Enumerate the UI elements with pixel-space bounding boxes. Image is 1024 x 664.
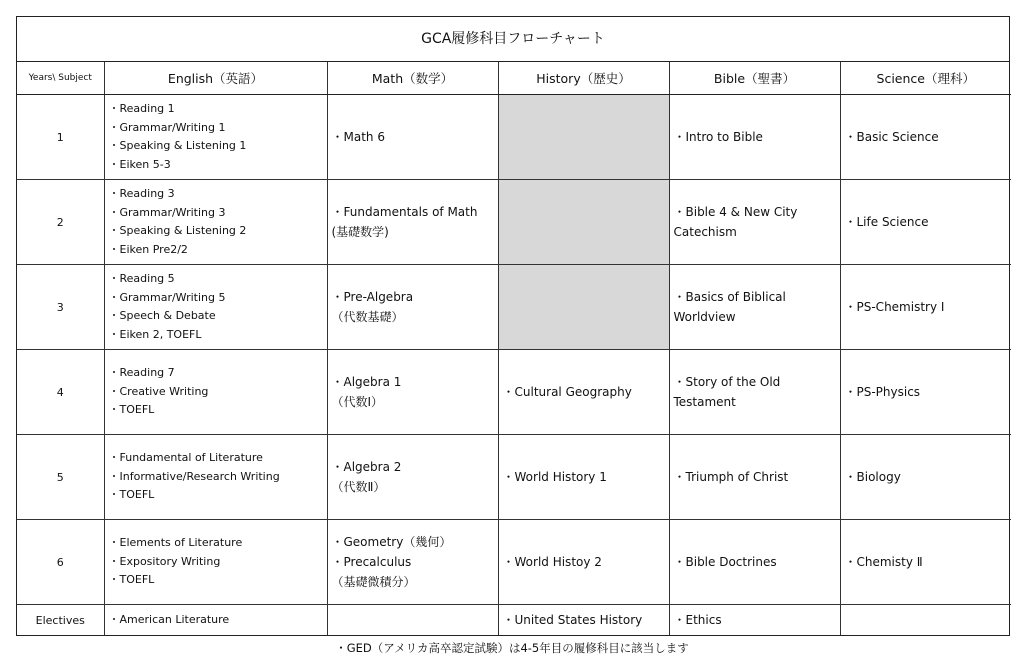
course-line: ・Speaking & Listening 2	[108, 224, 247, 237]
english-cell	[104, 435, 327, 520]
course-line: ・Algebra 2	[331, 460, 402, 474]
english-cell	[104, 95, 327, 180]
year-row	[17, 350, 1011, 435]
course-line: ・Precalculus	[331, 555, 412, 569]
course-line: Catechism	[673, 225, 737, 239]
english-elective-cell	[104, 605, 327, 636]
course-line: ・Eiken Pre2/2	[108, 242, 188, 256]
science-elective-cell	[840, 605, 1011, 636]
course-line: ・Cultural Geography	[502, 385, 632, 399]
science-cell	[840, 95, 1011, 180]
course-line: ・Reading 7	[108, 366, 175, 380]
math-cell	[327, 180, 498, 265]
science-cell	[840, 520, 1011, 605]
course-line: ・Grammar/Writing 5	[108, 290, 226, 304]
science-cell	[840, 180, 1011, 265]
english-cell	[104, 350, 327, 435]
electives-label: Electives	[17, 605, 104, 636]
year-row	[17, 95, 1011, 180]
header-history: History（歴史）	[498, 62, 669, 95]
history-cell	[498, 350, 669, 435]
course-line: ・Creative Writing	[108, 384, 209, 398]
course-line: ・Geometry（幾何）	[331, 535, 452, 549]
math-cell	[327, 435, 498, 520]
course-line: ・United States History	[502, 613, 643, 627]
course-line: ・Expository Writing	[108, 554, 221, 568]
course-line: ・Bible Doctrines	[673, 555, 777, 569]
course-line: （代数Ⅰ）	[331, 395, 384, 409]
course-line: ・Story of the Old	[673, 375, 781, 389]
bible-elective-cell	[669, 605, 840, 636]
history-cell	[498, 520, 669, 605]
history-cell	[498, 265, 669, 350]
english-cell	[104, 265, 327, 350]
science-cell	[840, 350, 1011, 435]
course-line: ・TOEFL	[108, 573, 155, 587]
course-line: ・World Histoy 2	[502, 555, 602, 569]
header-math: Math（数学）	[327, 62, 498, 95]
course-line: （代数基礎）	[331, 310, 404, 324]
course-line: ・Reading 5	[108, 272, 175, 285]
course-line: ・Biology	[844, 470, 901, 484]
course-flowchart	[16, 16, 1010, 636]
course-line: ・Speaking & Listening 1	[108, 139, 247, 152]
year-label: 6	[17, 520, 104, 605]
course-line: ・Basic Science	[844, 130, 939, 144]
course-line: （代数Ⅱ）	[331, 480, 386, 494]
course-line: ・American Literature	[108, 612, 230, 626]
course-line: ・Eiken 5-3	[108, 157, 171, 171]
year-label: 5	[17, 435, 104, 520]
course-line: Worldview	[673, 310, 736, 324]
course-line: ・Algebra 1	[331, 375, 402, 389]
course-line: ・Grammar/Writing 1	[108, 120, 226, 134]
footnote: ・GED（アメリカ高卒認定試験）は4-5年目の履修科目に該当します	[335, 641, 689, 655]
year-row	[17, 520, 1011, 605]
course-line: ・Pre-Algebra	[331, 290, 414, 304]
course-line: ・Fundamentals of Math	[331, 205, 478, 219]
course-line: ・Math 6	[331, 130, 385, 144]
course-line: ・Basics of Biblical	[673, 290, 786, 304]
bible-cell	[669, 265, 840, 350]
year-row	[17, 265, 1011, 350]
year-label: 3	[17, 265, 104, 350]
course-line: ・Intro to Bible	[673, 130, 763, 144]
history-elective-cell	[498, 605, 669, 636]
course-line: ・Speech & Debate	[108, 309, 216, 322]
math-elective-cell	[327, 605, 498, 636]
course-line: ・Informative/Research Writing	[108, 469, 280, 483]
course-line: ・PS-Physics	[844, 385, 921, 399]
math-cell	[327, 265, 498, 350]
course-line: Testament	[673, 395, 736, 409]
bible-cell	[669, 520, 840, 605]
course-line: ・World History 1	[502, 470, 607, 484]
science-cell	[840, 265, 1011, 350]
history-cell	[498, 95, 669, 180]
bible-cell	[669, 350, 840, 435]
course-line: ・Reading 3	[108, 187, 175, 200]
course-line: ・Grammar/Writing 3	[108, 205, 226, 219]
course-line: ・Chemisty Ⅱ	[844, 555, 923, 569]
course-line: ・Reading 1	[108, 102, 175, 115]
course-line: ・TOEFL	[108, 488, 155, 502]
math-cell	[327, 520, 498, 605]
bible-cell	[669, 435, 840, 520]
course-line: ・TOEFL	[108, 403, 155, 417]
english-cell	[104, 520, 327, 605]
header-row	[17, 62, 1011, 95]
history-cell	[498, 435, 669, 520]
header-years-subject: Years\ Subject	[17, 62, 104, 95]
history-cell	[498, 180, 669, 265]
science-cell	[840, 435, 1011, 520]
course-line: ・Ethics	[673, 613, 722, 627]
english-cell	[104, 180, 327, 265]
course-line: ・Elements of Literature	[108, 536, 243, 550]
year-row	[17, 180, 1011, 265]
year-row	[17, 435, 1011, 520]
course-line: (基礎数学)	[331, 225, 389, 239]
course-table	[17, 62, 1011, 635]
course-line: ・PS-Chemistry Ⅰ	[844, 300, 945, 314]
electives-row	[17, 605, 1011, 636]
course-line: （基礎微積分）	[331, 575, 416, 589]
header-science: Science（理科）	[840, 62, 1011, 95]
course-line: ・Fundamental of Literature	[108, 451, 263, 465]
header-english: English（英語）	[104, 62, 327, 95]
math-cell	[327, 350, 498, 435]
math-cell	[327, 95, 498, 180]
course-line: ・Eiken 2, TOEFL	[108, 327, 202, 341]
year-label: 1	[17, 95, 104, 180]
year-label: 4	[17, 350, 104, 435]
course-line: ・Bible 4 & New City	[673, 205, 798, 219]
bible-cell	[669, 95, 840, 180]
header-bible: Bible（聖書）	[669, 62, 840, 95]
bible-cell	[669, 180, 840, 265]
page-title: GCA履修科目フローチャート	[17, 17, 1009, 62]
course-line: ・Life Science	[844, 215, 929, 229]
year-label: 2	[17, 180, 104, 265]
course-line: ・Triumph of Christ	[673, 470, 789, 484]
